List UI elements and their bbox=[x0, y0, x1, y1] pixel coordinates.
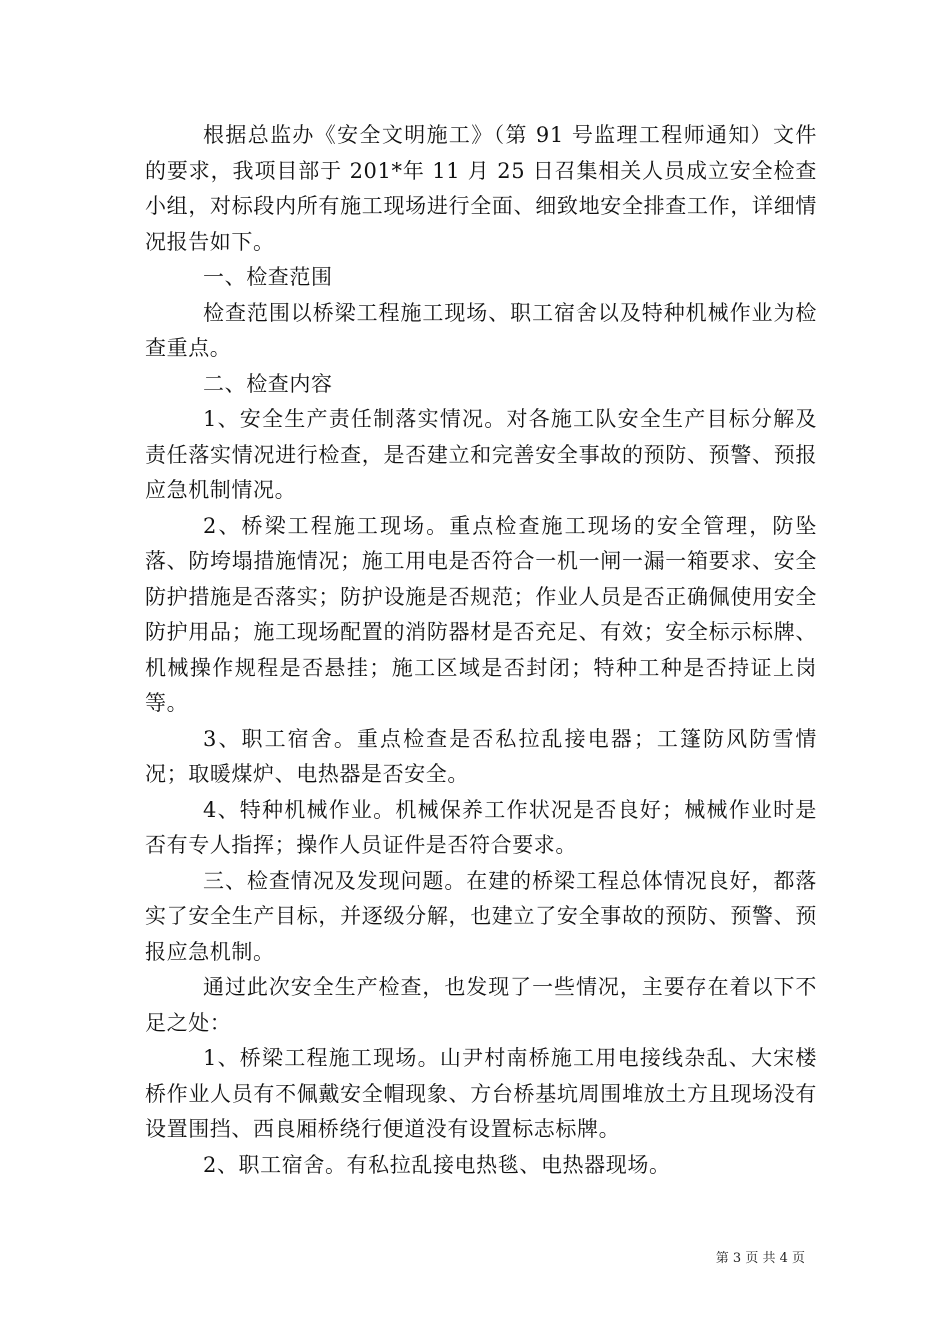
content-item-1: 1、安全生产责任制落实情况。对各施工队安全生产目标分解及责任落实情况进行检查，是否建立和完善安全事故的预防、预警、预报应急机制情况。 bbox=[145, 407, 817, 502]
issue-item-1: 1、桥梁工程施工现场。山尹村南桥施工用电接线杂乱、大宋楼桥作业人员有不佩戴安全帽现象、方台桥基坑周围堆放土方且现场没有设置围挡、西良厢桥绕行便道没有设置标志标牌。 bbox=[145, 1046, 817, 1141]
page-number: 第 3 页 共 4 页 bbox=[715, 1251, 805, 1266]
scope-paragraph: 检查范围以桥梁工程施工现场、职工宿舍以及特种机械作业为检查重点。 bbox=[145, 300, 817, 360]
section-findings-paragraph: 三、检查情况及发现问题。在建的桥梁工程总体情况良好，都落实了安全生产目标，并逐级分解，也建立了安全事故的预防、预警、预报应急机制。 bbox=[145, 868, 817, 964]
section-heading-content: 二、检查内容 bbox=[203, 371, 333, 396]
document-body bbox=[145, 118, 817, 1183]
issue-item-2: 2、职工宿舍。有私拉乱接电热毯、电热器现场。 bbox=[203, 1152, 671, 1177]
content-item-3: 3、职工宿舍。重点检查是否私拉乱接电器；工篷防风防雪情况；取暖煤炉、电热器是否安全。 bbox=[145, 726, 817, 786]
intro-paragraph: 根据总监办《安全文明施工》（第 91 号监理工程师通知）文件的要求，我项目部于 201*年 11 月 25 日召集相关人员成立安全检查小组，对标段内所有施工现场进行全面、细致地安全排查工作，详细情况报告如下。 bbox=[145, 123, 817, 254]
shortcomings-intro: 通过此次安全生产检查，也发现了一些情况，主要存在着以下不足之处： bbox=[145, 975, 817, 1035]
section-heading-scope: 一、检查范围 bbox=[203, 265, 333, 289]
content-item-2: 2、桥梁工程施工现场。重点检查施工现场的安全管理，防坠落、防垮塌措施情况；施工用电是否符合一机一闸一漏一箱要求、安全防护措施是否落实；防护设施是否规范；作业人员是否正确佩使用安全防护用品；施工现场配置的消防器材是否充足、有效；安全标示标牌、机械操作规程是否悬挂；施工区域是否封闭；特种工种是否持证上岗等。 bbox=[145, 513, 817, 715]
content-item-4: 4、特种机械作业。机械保养工作状况是否良好；械械作业时是否有专人指挥；操作人员证件是否符合要求。 bbox=[145, 797, 817, 857]
